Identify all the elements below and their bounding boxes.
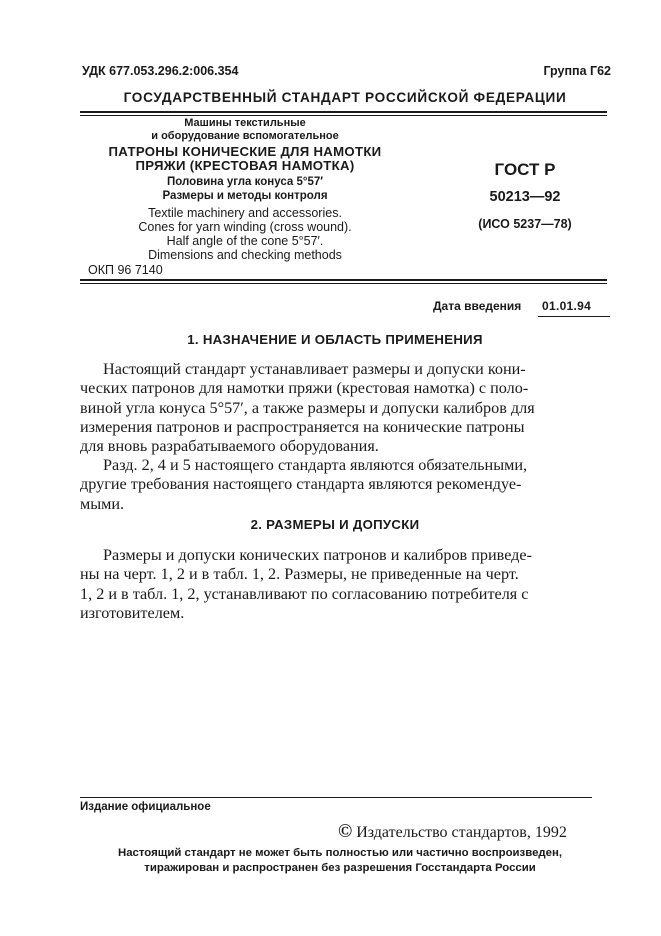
section-1-p1-line-4: измерения патронов и распространяется на конические патроны (80, 417, 525, 436)
section-1-p1-line-1: Настоящий стандарт устанавливает размеры и допуски кони- (103, 360, 526, 378)
copyright-notice-line-1: Настоящий стандарт не может быть полностью или частично воспроизведен, (117, 847, 563, 859)
title-rule-top (80, 279, 607, 281)
section-1-p1-line-3: виной угла конуса 5°57′, а также размеры и допуски калибров для (80, 398, 535, 417)
title-rule-bottom (80, 283, 607, 284)
official-edition-label: Издание официальное (80, 801, 211, 813)
copyright-line (338, 821, 567, 843)
udk-code: УДК 677.053.296.2:006.354 (82, 64, 239, 78)
subtitle-line-2: Размеры и методы контроля (162, 190, 328, 202)
intro-date-underline (538, 316, 610, 317)
title-line-2: ПРЯЖИ (КРЕСТОВАЯ НАМОТКА) (135, 158, 355, 173)
category-line-2: и оборудование вспомогательное (151, 130, 339, 142)
section-2-heading: 2. РАЗМЕРЫ И ДОПУСКИ (250, 517, 420, 532)
english-title-line-4: Dimensions and checking methods (148, 248, 342, 262)
section-1-p1-line-5: для вновь разрабатываемого оборудования. (80, 437, 379, 456)
category-line-1: Машины текстильные (184, 117, 306, 129)
section-1-p2-line-3: мыми. (80, 494, 125, 513)
english-title-line-2: Cones for yarn winding (cross wound). (138, 220, 352, 234)
gost-label: ГОСТ Р (494, 160, 556, 179)
section-1-p2-line-1: Разд. 2, 4 и 5 настоящего стандарта являются обязательными, (103, 456, 528, 474)
section-2-p1-line-1: Размеры и допуски конических патронов и калибров приведе- (103, 546, 532, 564)
section-2-p1-line-4: изготовителем. (80, 603, 185, 622)
gost-number: 50213—92 (489, 189, 561, 205)
section-1-paragraph-1 (80, 360, 590, 456)
footer-rule (80, 797, 592, 798)
subtitle-line-1: Половина угла конуса 5°57′ (166, 176, 323, 188)
header-rule-top (80, 111, 607, 113)
section-1-p2-line-2: другие требования настоящего стандарта являются рекомендуе- (80, 475, 522, 494)
copyright-icon: © (338, 821, 353, 842)
copyright-text: Издательство стандартов, 1992 (356, 824, 567, 841)
english-title-line-3: Half angle of the cone 5°57′. (166, 234, 324, 248)
okp-code: ОКП 96 7140 (88, 263, 163, 277)
intro-date-value: 01.01.94 (542, 299, 592, 313)
iso-reference: (ИСО 5237—78) (478, 217, 572, 231)
header-rule-bottom (80, 115, 607, 116)
section-1-heading: 1. НАЗНАЧЕНИЕ И ОБЛАСТЬ ПРИМЕНЕНИЯ (187, 332, 483, 347)
section-2-p1-line-2: ны на черт. 1, 2 и в табл. 1, 2. Размеры, не приведенные на черт. (80, 565, 519, 584)
org-title: ГОСУДАРСТВЕННЫЙ СТАНДАРТ РОССИЙСКОЙ ФЕДЕРАЦИИ (123, 90, 567, 105)
section-2-p1-line-3: 1, 2 и в табл. 1, 2, устанавливают по согласованию потребителя с (80, 584, 529, 603)
copyright-notice-line-2: тиражирован и распространен без разрешения Госстандарта России (144, 862, 536, 874)
section-1-p1-line-2: ческих патронов для намотки пряжи (крестовая намотка) с поло- (80, 379, 529, 398)
title-line-1: ПАТРОНЫ КОНИЧЕСКИЕ ДЛЯ НАМОТКИ (108, 144, 382, 159)
section-1-paragraph-2 (80, 456, 590, 514)
intro-date-label: Дата введения (433, 299, 522, 313)
group-code: Группа Г62 (543, 64, 611, 78)
english-title-line-1: Textile machinery and accessories. (148, 206, 342, 220)
section-2-paragraph-1 (80, 546, 590, 623)
